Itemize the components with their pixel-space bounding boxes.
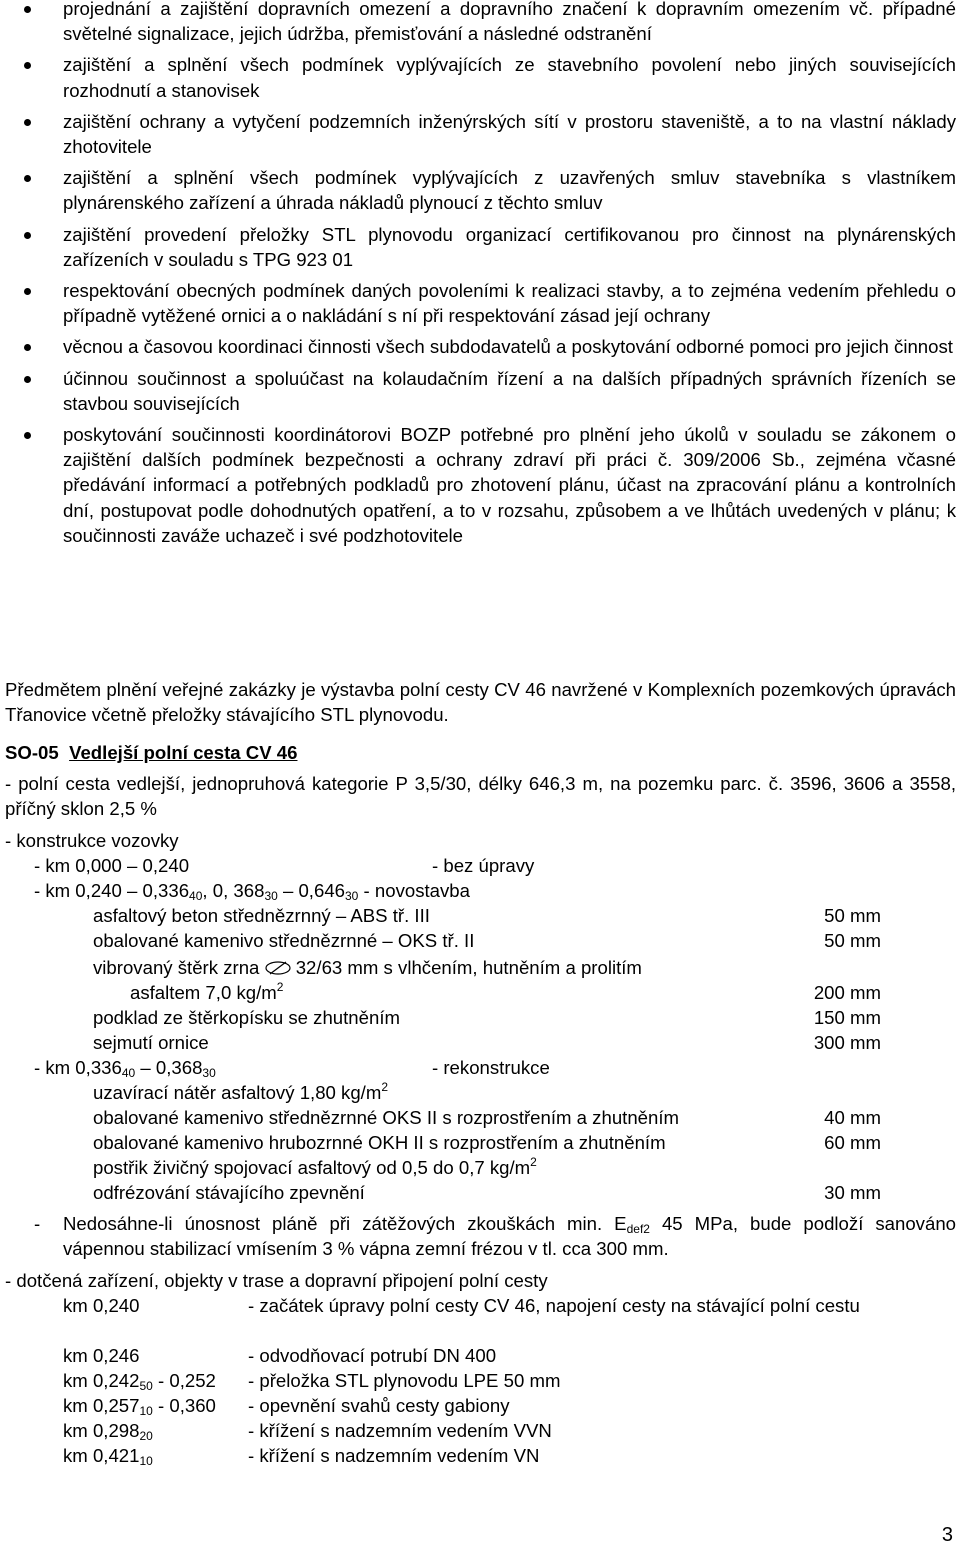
item-desc <box>248 1293 956 1318</box>
layer-label: obalované kamenivo hrubozrnné OKH II s rozprostřením a zhutněním <box>93 1132 666 1153</box>
item-km <box>63 1393 216 1418</box>
layer-value: 30 mm <box>824 1182 881 1203</box>
km-subscript: 30 <box>202 1066 216 1080</box>
layer-label: sejmutí ornice <box>93 1032 209 1053</box>
item-desc: - odvodňovací potrubí DN 400 <box>248 1345 497 1366</box>
layer-value: 150 mm <box>813 1007 881 1028</box>
km-note: - bez úpravy <box>432 855 535 876</box>
km-range <box>34 1055 216 1080</box>
layer-label <box>93 1080 388 1105</box>
bullet-icon <box>24 175 31 182</box>
km-subscript: 10 <box>139 1404 153 1418</box>
km-subscript: 10 <box>139 1454 153 1468</box>
item-km <box>63 1443 153 1468</box>
km-text: km 0,421 <box>63 1445 140 1466</box>
list-item <box>0 334 960 359</box>
list-item-text: respektování obecných podmínek daných povoleními k realizaci stavby, a to zejména vedením přehledu o případně vytěžené ornici a o nakládání s ní při respektování zásad její ochrany <box>63 280 956 327</box>
bullet-icon <box>24 288 31 295</box>
km-text: – 0,368 <box>135 1057 203 1078</box>
superscript: 2 <box>381 1080 389 1094</box>
note-text: 45 MPa, bude podloží sanováno vápennou stabilizací vmísením 3 % vápna zemní frézou v tl. cca 300 mm. <box>63 1213 956 1260</box>
km-text: – 0,646 <box>277 880 345 901</box>
km-note: - rekonstrukce <box>432 1057 550 1078</box>
bullet-icon <box>24 6 31 13</box>
list-item <box>0 422 960 548</box>
note-subscript: def2 <box>626 1222 650 1236</box>
item-km: km 0,240 <box>63 1295 140 1316</box>
km-subscript: 40 <box>121 1066 136 1080</box>
km-text: - 0,360 <box>152 1395 216 1416</box>
list-item <box>0 278 960 328</box>
layer-text: 32/63 mm s vlhčením, hutněním a prolitím <box>295 957 642 978</box>
layer-label: obalované kamenivo střednězrnné OKS II s rozprostřením a zhutněním <box>93 1107 680 1128</box>
list-item <box>0 366 960 416</box>
km-subscript: 50 <box>139 1379 153 1393</box>
dash-item: - dotčená zařízení, objekty v trase a dopravní připojení polní cesty <box>5 1270 548 1291</box>
item-desc-text: - začátek úpravy polní cesty CV 46, napojení cesty na stávající polní cestu <box>248 1295 860 1316</box>
list-item-text: poskytování součinnosti koordinátorovi BOZP potřebné pro plnění jeho úkolů v souladu se zákonem o zajištění dalších podmínek bezpečnosti a ochrany zdraví při práci č. 309/2006 Sb., zejména včasné předávání informací a potřebných podkladů pro zhotovení plánu, účast na zpracování plánu a kontrolních dní, postupovat podle dohodnutých opatření, a to v rozsahu, způsobem a ve lhůtách uvedených v plánu; k součinnosti zaváže uchazeč i své podzhotovitele <box>63 424 956 546</box>
km-subscript: 30 <box>345 889 359 903</box>
list-item <box>0 0 960 46</box>
item-desc: - křížení s nadzemním vedením VVN <box>248 1420 552 1441</box>
layer-text: asfaltem 7,0 kg/m <box>130 982 277 1003</box>
layer-label <box>93 955 642 980</box>
layer-label: asfaltový beton střednězrnný – ABS tř. III <box>93 905 430 926</box>
km-text: km 0,242 <box>63 1370 140 1391</box>
list-item <box>0 222 960 272</box>
layer-label <box>130 980 283 1005</box>
superscript: 2 <box>276 980 284 994</box>
list-item-text: projednání a zajištění dopravních omezení a dopravního značení k dopravním omezením vč. případné světelné signalizace, jejich údržba, přemisťování a následné odstranění <box>63 0 956 45</box>
bullet-icon <box>24 432 31 439</box>
bullet-icon <box>24 376 31 383</box>
layer-value: 60 mm <box>824 1132 881 1153</box>
note-paragraph <box>63 1211 956 1261</box>
bullet-list <box>0 0 960 548</box>
note-text: Nedosáhne-li únosnost pláně při zátěžových zkouškách min. E <box>63 1213 627 1234</box>
layer-value: 50 mm <box>824 930 881 951</box>
km-subscript: 20 <box>139 1429 153 1443</box>
layer-text: uzavírací nátěr asfaltový 1,80 kg/m <box>93 1082 382 1103</box>
diameter-icon <box>265 961 291 975</box>
bullet-icon <box>24 344 31 351</box>
list-item <box>0 109 960 159</box>
layer-value: 300 mm <box>813 1032 881 1053</box>
list-item-text: zajištění a splnění všech podmínek vyplývajících z uzavřených smluv stavebníka s vlastníkem plynárenského zařízení a úhrada nákladů plynoucí z těchto smluv <box>63 167 956 214</box>
item-desc: - křížení s nadzemním vedením VN <box>248 1445 540 1466</box>
dash-item: - konstrukce vozovky <box>5 830 179 851</box>
layer-label: obalované kamenivo střednězrnné – OKS tř. II <box>93 930 475 951</box>
km-range <box>34 878 470 903</box>
layer-value: 40 mm <box>824 1107 881 1128</box>
list-item-text: zajištění a splnění všech podmínek vyplývajících ze stavebního povolení nebo jiných souvisejících rozhodnutí a stanovisek <box>63 54 956 101</box>
layer-value: 50 mm <box>824 905 881 926</box>
layer-text: vibrovaný štěrk zrna <box>93 957 260 978</box>
list-item-text: zajištění ochrany a vytyčení podzemních inženýrských sítí v prostoru staveniště, a to na vlastní náklady zhotovitele <box>63 110 956 158</box>
list-item <box>0 165 960 215</box>
km-text: - km 0,240 – 0,336 <box>34 880 190 901</box>
km-note: - novostavba <box>358 880 470 901</box>
list-item-text: zajištění provedení přeložky STL plynovodu organizací certifikovanou pro činnost na plynárenských zařízeních v souladu s TPG 923 01 <box>63 223 956 270</box>
bullet-icon <box>24 62 31 69</box>
dash-item: - polní cesta vedlejší, jednopruhová kategorie P 3,5/30, délky 646,3 m, na pozemku parc. č. 3596, 3606 a 3558, příčný sklon 2,5 % <box>5 773 956 820</box>
list-item-text: věcnou a časovou koordinaci činnosti všech subdodavatelů a poskytování odborné pomoci pro jejich činnost <box>63 336 953 358</box>
section-heading <box>5 740 297 765</box>
superscript: 2 <box>530 1155 537 1169</box>
km-subscript: 40 <box>189 889 203 903</box>
layer-label: odfrézování stávajícího zpevnění <box>93 1182 365 1203</box>
km-text: - 0,252 <box>152 1370 216 1391</box>
layer-value: 200 mm <box>813 982 881 1003</box>
bullet-icon <box>24 232 31 239</box>
layer-label: podklad ze štěrkopísku se zhutněním <box>93 1007 400 1028</box>
subject-paragraph: Předmětem plnění veřejné zakázky je výstavba polní cesty CV 46 navržené v Komplexních pozemkových úpravách Třanovice včetně přeložky stávajícího STL plynovodu. <box>5 679 956 726</box>
km-subscript: 30 <box>264 889 278 903</box>
bullet-icon <box>24 119 31 126</box>
layer-text: postřik živičný spojovací asfaltový od 0,5 do 0,7 kg/m <box>93 1157 531 1178</box>
list-item-text: účinnou součinnost a spoluúčast na kolaudačním řízení a na dalších případných správních řízeních se stavbou souvisejících <box>63 367 956 414</box>
km-text: - km 0,336 <box>34 1057 122 1078</box>
item-km <box>63 1368 216 1393</box>
page-number: 3 <box>941 1524 953 1546</box>
km-range: - km 0,000 – 0,240 <box>34 855 190 876</box>
section-title: Vedlejší polní cesta CV 46 <box>69 742 298 763</box>
km-text: km 0,298 <box>63 1420 140 1441</box>
km-text: , 0, 368 <box>202 880 265 901</box>
km-text: km 0,257 <box>63 1395 140 1416</box>
item-km <box>63 1418 153 1443</box>
item-desc: - opevnění svahů cesty gabiony <box>248 1395 510 1416</box>
dash-marker: - <box>34 1213 41 1234</box>
list-item <box>0 52 960 102</box>
item-km: km 0,246 <box>63 1345 140 1366</box>
item-desc: - přeložka STL plynovodu LPE 50 mm <box>248 1370 561 1391</box>
layer-label <box>93 1155 537 1180</box>
section-code: SO-05 <box>5 742 59 763</box>
